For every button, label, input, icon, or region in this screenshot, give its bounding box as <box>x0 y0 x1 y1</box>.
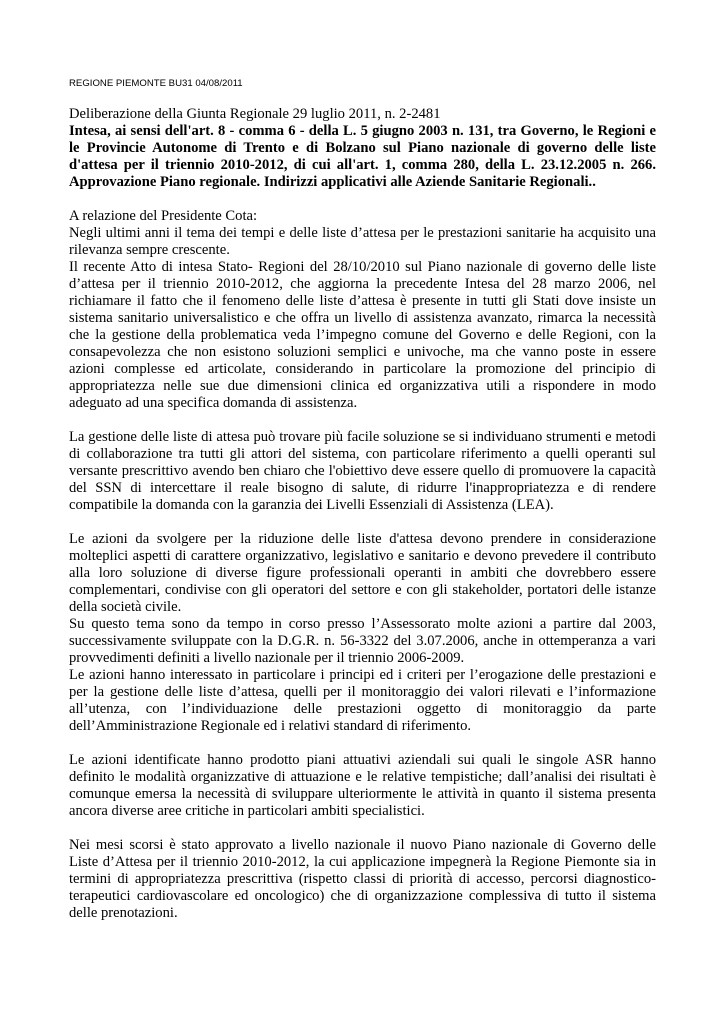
paragraph-line: sistema sanitario universalistico e che offra un livello di assistenza avanzato, rimarca la necessità <box>69 310 656 326</box>
paragraph-line: terapeutici cardiovascolare ed oncologico) che di organizzazione complessiva di tutto il sistema <box>69 888 656 904</box>
subject-line: le Provincie Autonome di Trento e di Bolzano sul Piano nazionale di governo delle liste <box>69 140 656 156</box>
paragraph-line: Nei mesi scorsi è stato approvato a livello nazionale il nuovo Piano nazionale di Governo delle <box>69 837 656 853</box>
paragraph-line: Il recente Atto di intesa Stato- Regioni del 28/10/2010 sul Piano nazionale di governo delle liste <box>69 259 656 275</box>
paragraph <box>69 837 656 922</box>
paragraph-line: Negli ultimi anni il tema dei tempi e delle liste d’attesa per le prestazioni sanitarie ha acquisito una <box>69 225 656 241</box>
paragraph-line: successivamente sviluppate con la D.G.R. n. 56-3322 del 3.07.2006, anche in ottemperanza a vari <box>69 633 656 649</box>
paragraph-line: definito le modalità organizzative di attuazione e le relative tempistiche; dall’analisi dei risultati è <box>69 769 656 785</box>
paragraph-line: adeguato ad una specifica domanda di assistenza. <box>69 395 358 411</box>
paragraph <box>69 208 656 412</box>
subject-line: Approvazione Piano regionale. Indirizzi applicativi alle Aziende Sanitarie Regionali.. <box>69 174 596 190</box>
running-header: REGIONE PIEMONTE BU31 04/08/2011 <box>69 78 243 89</box>
paragraph-line: che la gestione della problematica veda l’impegno comune del Governo e delle Regioni, con la <box>69 327 656 343</box>
paragraph-line: rilevanza sempre crescente. <box>69 242 230 258</box>
paragraph-line: Le azioni da svolgere per la riduzione delle liste d'attesa devono prendere in considerazione <box>69 531 656 547</box>
paragraph-line: La gestione delle liste di attesa può trovare più facile soluzione se si individuano strumenti e metodi <box>69 429 656 445</box>
paragraph-line: provvedimenti definiti a livello nazionale per il triennio 2006-2009. <box>69 650 465 666</box>
paragraph-line: Le azioni hanno interessato in particolare i principi ed i criteri per l’erogazione delle prestazioni e <box>69 667 656 683</box>
paragraph-line: delle prenotazioni. <box>69 905 178 921</box>
paragraph-line: molteplici aspetti di carattere organizzativo, legislativo e sanitario e devono prevedere il contributo <box>69 548 656 564</box>
subject-line: Intesa, ai sensi dell'art. 8 - comma 6 - della L. 5 giugno 2003 n. 131, tra Governo, le Regioni e <box>69 123 656 139</box>
paragraph-line: consapevolezza che non esistono soluzioni semplici e univoche, ma che vanno poste in essere <box>69 344 656 360</box>
blank-line <box>69 191 656 208</box>
paragraph <box>69 531 656 735</box>
paragraph-line: richiamare il fatto che il fenomeno delle liste d’attesa è presente in tutti gli Stati dove insiste un <box>69 293 656 309</box>
paragraph <box>69 752 656 820</box>
paragraph-line: per la gestione delle liste d’attesa, quelli per il monitoraggio dei valori rilevati e l’informazione <box>69 684 656 700</box>
paragraph-line: del SSN di intercettare il reale bisogno di salute, di ridurre l'inappropriatezza e di rendere <box>69 480 656 496</box>
paragraph-line: compatibile la domanda con la garanzia dei Livelli Essenziali di Assistenza (LEA). <box>69 497 554 513</box>
paragraph-line: appropriatezza nelle sue due dimensioni clinica ed organizzativa utili a rispondere in modo <box>69 378 656 394</box>
document-title: Deliberazione della Giunta Regionale 29 luglio 2011, n. 2-2481 <box>69 106 441 122</box>
paragraph-line: Liste d’Attesa per il triennio 2010-2012, la cui applicazione impegnerà la Regione Piemonte sia in <box>69 854 656 870</box>
paragraph-line: complementari, condivise con gli operatori del settore e con gli stakeholder, portatori delle istanze <box>69 582 656 598</box>
blank-line <box>69 412 656 429</box>
paragraph-line: comunque emersa la necessità di sviluppare ulteriormente le attività in quanto il sistema presenta <box>69 786 656 802</box>
document-body <box>69 106 656 922</box>
paragraph-line: d’attesa per il triennio 2010-2012, che aggiorna la precedente Intesa del 28 marzo 2006, nel <box>69 276 656 292</box>
blank-line <box>69 735 656 752</box>
paragraph-line: Su questo tema sono da tempo in corso presso l’Assessorato molte azioni a partire dal 2003, <box>69 616 656 632</box>
paragraph-line: dell’Amministrazione Regionale ed i relativi standard di riferimento. <box>69 718 472 734</box>
paragraph-line: di collaborazione tra tutti gli attori del sistema, con particolare riferimento a quelli operanti sul <box>69 446 656 462</box>
paragraph-line: all’utenza, con l’individuazione delle prestazioni oggetto di monitoraggio da parte <box>69 701 656 717</box>
paragraph-line: Le azioni identificate hanno prodotto piani attuativi aziendali sui quali le singole ASR hanno <box>69 752 656 768</box>
paragraph-line: versante prescrittivo avendo ben chiaro che l'obiettivo deve essere quello di promuovere la capacità <box>69 463 656 479</box>
paragraph <box>69 429 656 514</box>
paragraphs <box>69 208 656 922</box>
subject-block <box>69 123 656 191</box>
paragraph-line: A relazione del Presidente Cota: <box>69 208 258 224</box>
paragraph-line: ancora diverse aree critiche in particolari ambiti specialistici. <box>69 803 425 819</box>
paragraph-line: termini di appropriatezza prescrittiva (rispetto classi di priorità di accesso, percorsi diagnostico- <box>69 871 656 887</box>
paragraph-line: azioni complesse ed articolate, considerando in particolare la promozione del principio di <box>69 361 656 377</box>
subject-line: d'attesa per il triennio 2010-2012, di cui all'art. 1, comma 280, della L. 23.12.2005 n. 266. <box>69 157 656 173</box>
blank-line <box>69 820 656 837</box>
blank-line <box>69 514 656 531</box>
paragraph-line: alla loro soluzione di diverse figure professionali operanti in ambiti che dovrebbero essere <box>69 565 656 581</box>
paragraph-line: della società civile. <box>69 599 182 615</box>
